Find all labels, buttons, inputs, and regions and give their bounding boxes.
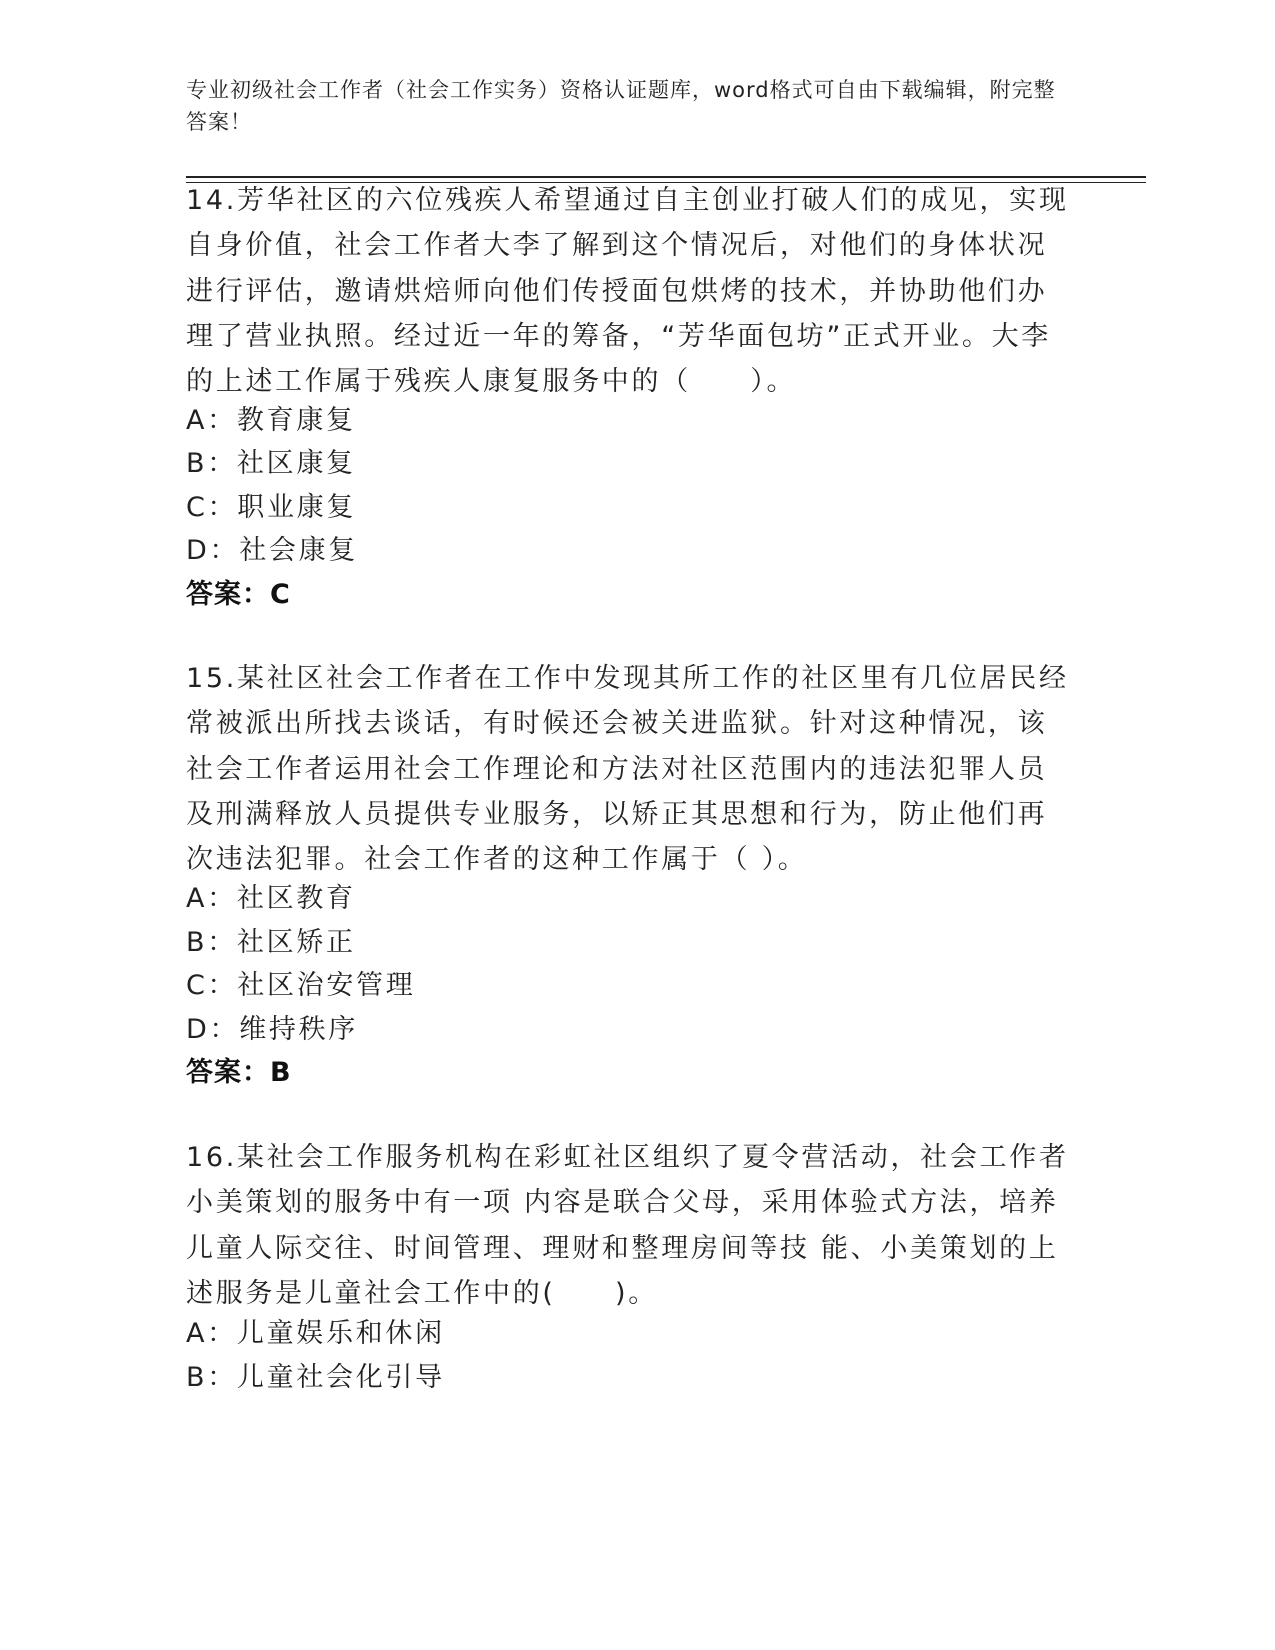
question-15-option-c: C：社区治安管理 (186, 970, 416, 1001)
question-14-option-c: C：职业康复 (186, 492, 357, 523)
question-15-answer: 答案：B (186, 1057, 292, 1088)
question-14-text: 14.芳华社区的六位残疾人希望通过自主创业打破人们的成见，实现自身价值，社会工作者大李了解到这个情况后，对他们的身体状况进行评估，邀请烘焙师向他们传授面包烘烤的技术，并协助他们办理了营业执照。经过近一年的筹备，“芳华面包坊”正式开业。大李的上述工作属于残疾人康复服务中的（ ）。 (186, 185, 1069, 398)
question-14-option-a: A：教育康复 (186, 405, 356, 436)
question-14-answer: 答案：C (186, 579, 291, 610)
question-14-option-b: B：社区康复 (186, 448, 356, 479)
question-16-option-a: A：儿童娱乐和休闲 (186, 1318, 445, 1349)
question-15-option-d: D：维持秩序 (186, 1014, 358, 1045)
question-15-option-b: B：社区矫正 (186, 927, 356, 958)
document-header: 专业初级社会工作者（社会工作实务）资格认证题库，word格式可自由下载编辑，附完整答案！ (186, 78, 1056, 134)
question-15-text: 15.某社区社会工作者在工作中发现其所工作的社区里有几位居民经常被派出所找去谈话，有时候还会被关进监狱。针对这种情况，该社会工作者运用社会工作理论和方法对社区范围内的违法犯罪人员及刑满释放人员提供专业服务，以矫正其思想和行为，防止他们再次违法犯罪。社会工作者的这种工作属于（ ）。 (186, 663, 1069, 876)
question-16-text: 16.某社会工作服务机构在彩虹社区组织了夏令营活动，社会工作者小美策划的服务中有一项 内容是联合父母，采用体验式方法，培养儿童人际交往、时间管理、理财和整理房间等技 能、小美策划的上述服务是儿童社会工作中的( )。 (186, 1142, 1069, 1309)
question-16-option-b: B：儿童社会化引导 (186, 1362, 445, 1393)
question-14-option-d: D：社会康复 (186, 535, 358, 566)
question-15-option-a: A：社区教育 (186, 883, 356, 914)
